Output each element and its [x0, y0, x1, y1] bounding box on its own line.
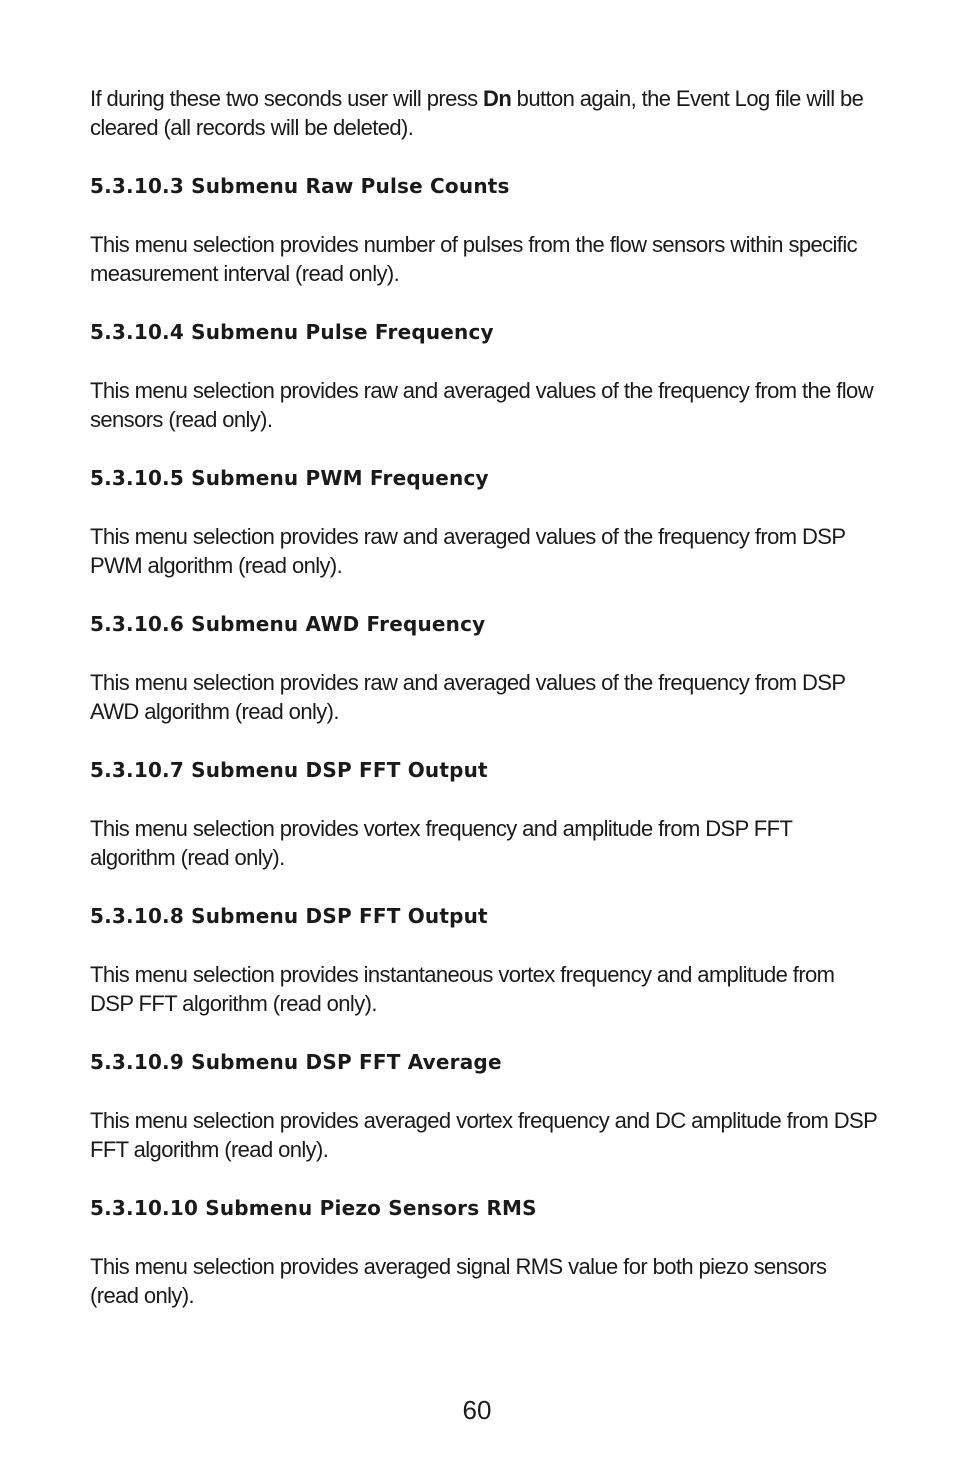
section-body: This menu selection provides raw and averaged values of the frequency from DSP PWM algorithm (read only). — [90, 524, 845, 578]
section-heading: 5.3.10.3 Submenu Raw Pulse Counts — [90, 174, 510, 198]
intro-bold-key: Dn — [483, 86, 512, 111]
page-number: 60 — [462, 1395, 492, 1425]
section-heading: 5.3.10.5 Submenu PWM Frequency — [90, 466, 489, 490]
section-dsp-fft-average — [90, 1048, 880, 1164]
section-heading: 5.3.10.6 Submenu AWD Frequency — [90, 612, 486, 636]
section-pwm-frequency — [90, 464, 880, 580]
section-heading: 5.3.10.4 Submenu Pulse Frequency — [90, 320, 494, 344]
section-body: This menu selection provides raw and averaged values of the frequency from the flow sensors (read only). — [90, 378, 873, 432]
section-body: This menu selection provides number of pulses from the flow sensors within specific measurement interval (read only). — [90, 232, 858, 286]
section-body: This menu selection provides averaged vortex frequency and DC amplitude from DSP FFT algorithm (read only). — [90, 1108, 877, 1162]
section-dsp-fft-output-2 — [90, 902, 880, 1018]
section-body: This menu selection provides vortex frequency and amplitude from DSP FFT algorithm (read only). — [90, 816, 792, 870]
section-pulse-frequency — [90, 318, 880, 434]
intro-text-before: If during these two seconds user will press — [90, 86, 484, 111]
section-piezo-sensors-rms — [90, 1194, 880, 1310]
section-heading: 5.3.10.7 Submenu DSP FFT Output — [90, 758, 488, 782]
section-heading: 5.3.10.8 Submenu DSP FFT Output — [90, 904, 488, 928]
section-body: This menu selection provides raw and averaged values of the frequency from DSP AWD algorithm (read only). — [90, 670, 845, 724]
section-dsp-fft-output-1 — [90, 756, 880, 872]
intro-paragraph — [90, 84, 880, 142]
section-heading: 5.3.10.9 Submenu DSP FFT Average — [90, 1050, 502, 1074]
section-awd-frequency — [90, 610, 880, 726]
section-body: This menu selection provides instantaneous vortex frequency and amplitude from DSP FFT algorithm (read only). — [90, 962, 835, 1016]
section-heading: 5.3.10.10 Submenu Piezo Sensors RMS — [90, 1196, 537, 1220]
page-content — [90, 84, 880, 1340]
section-body: This menu selection provides averaged signal RMS value for both piezo sensors (read only). — [90, 1254, 827, 1308]
section-raw-pulse-counts — [90, 172, 880, 288]
intro-text-after: button again, the Event Log file will be cleared (all records will be deleted). — [90, 86, 864, 140]
